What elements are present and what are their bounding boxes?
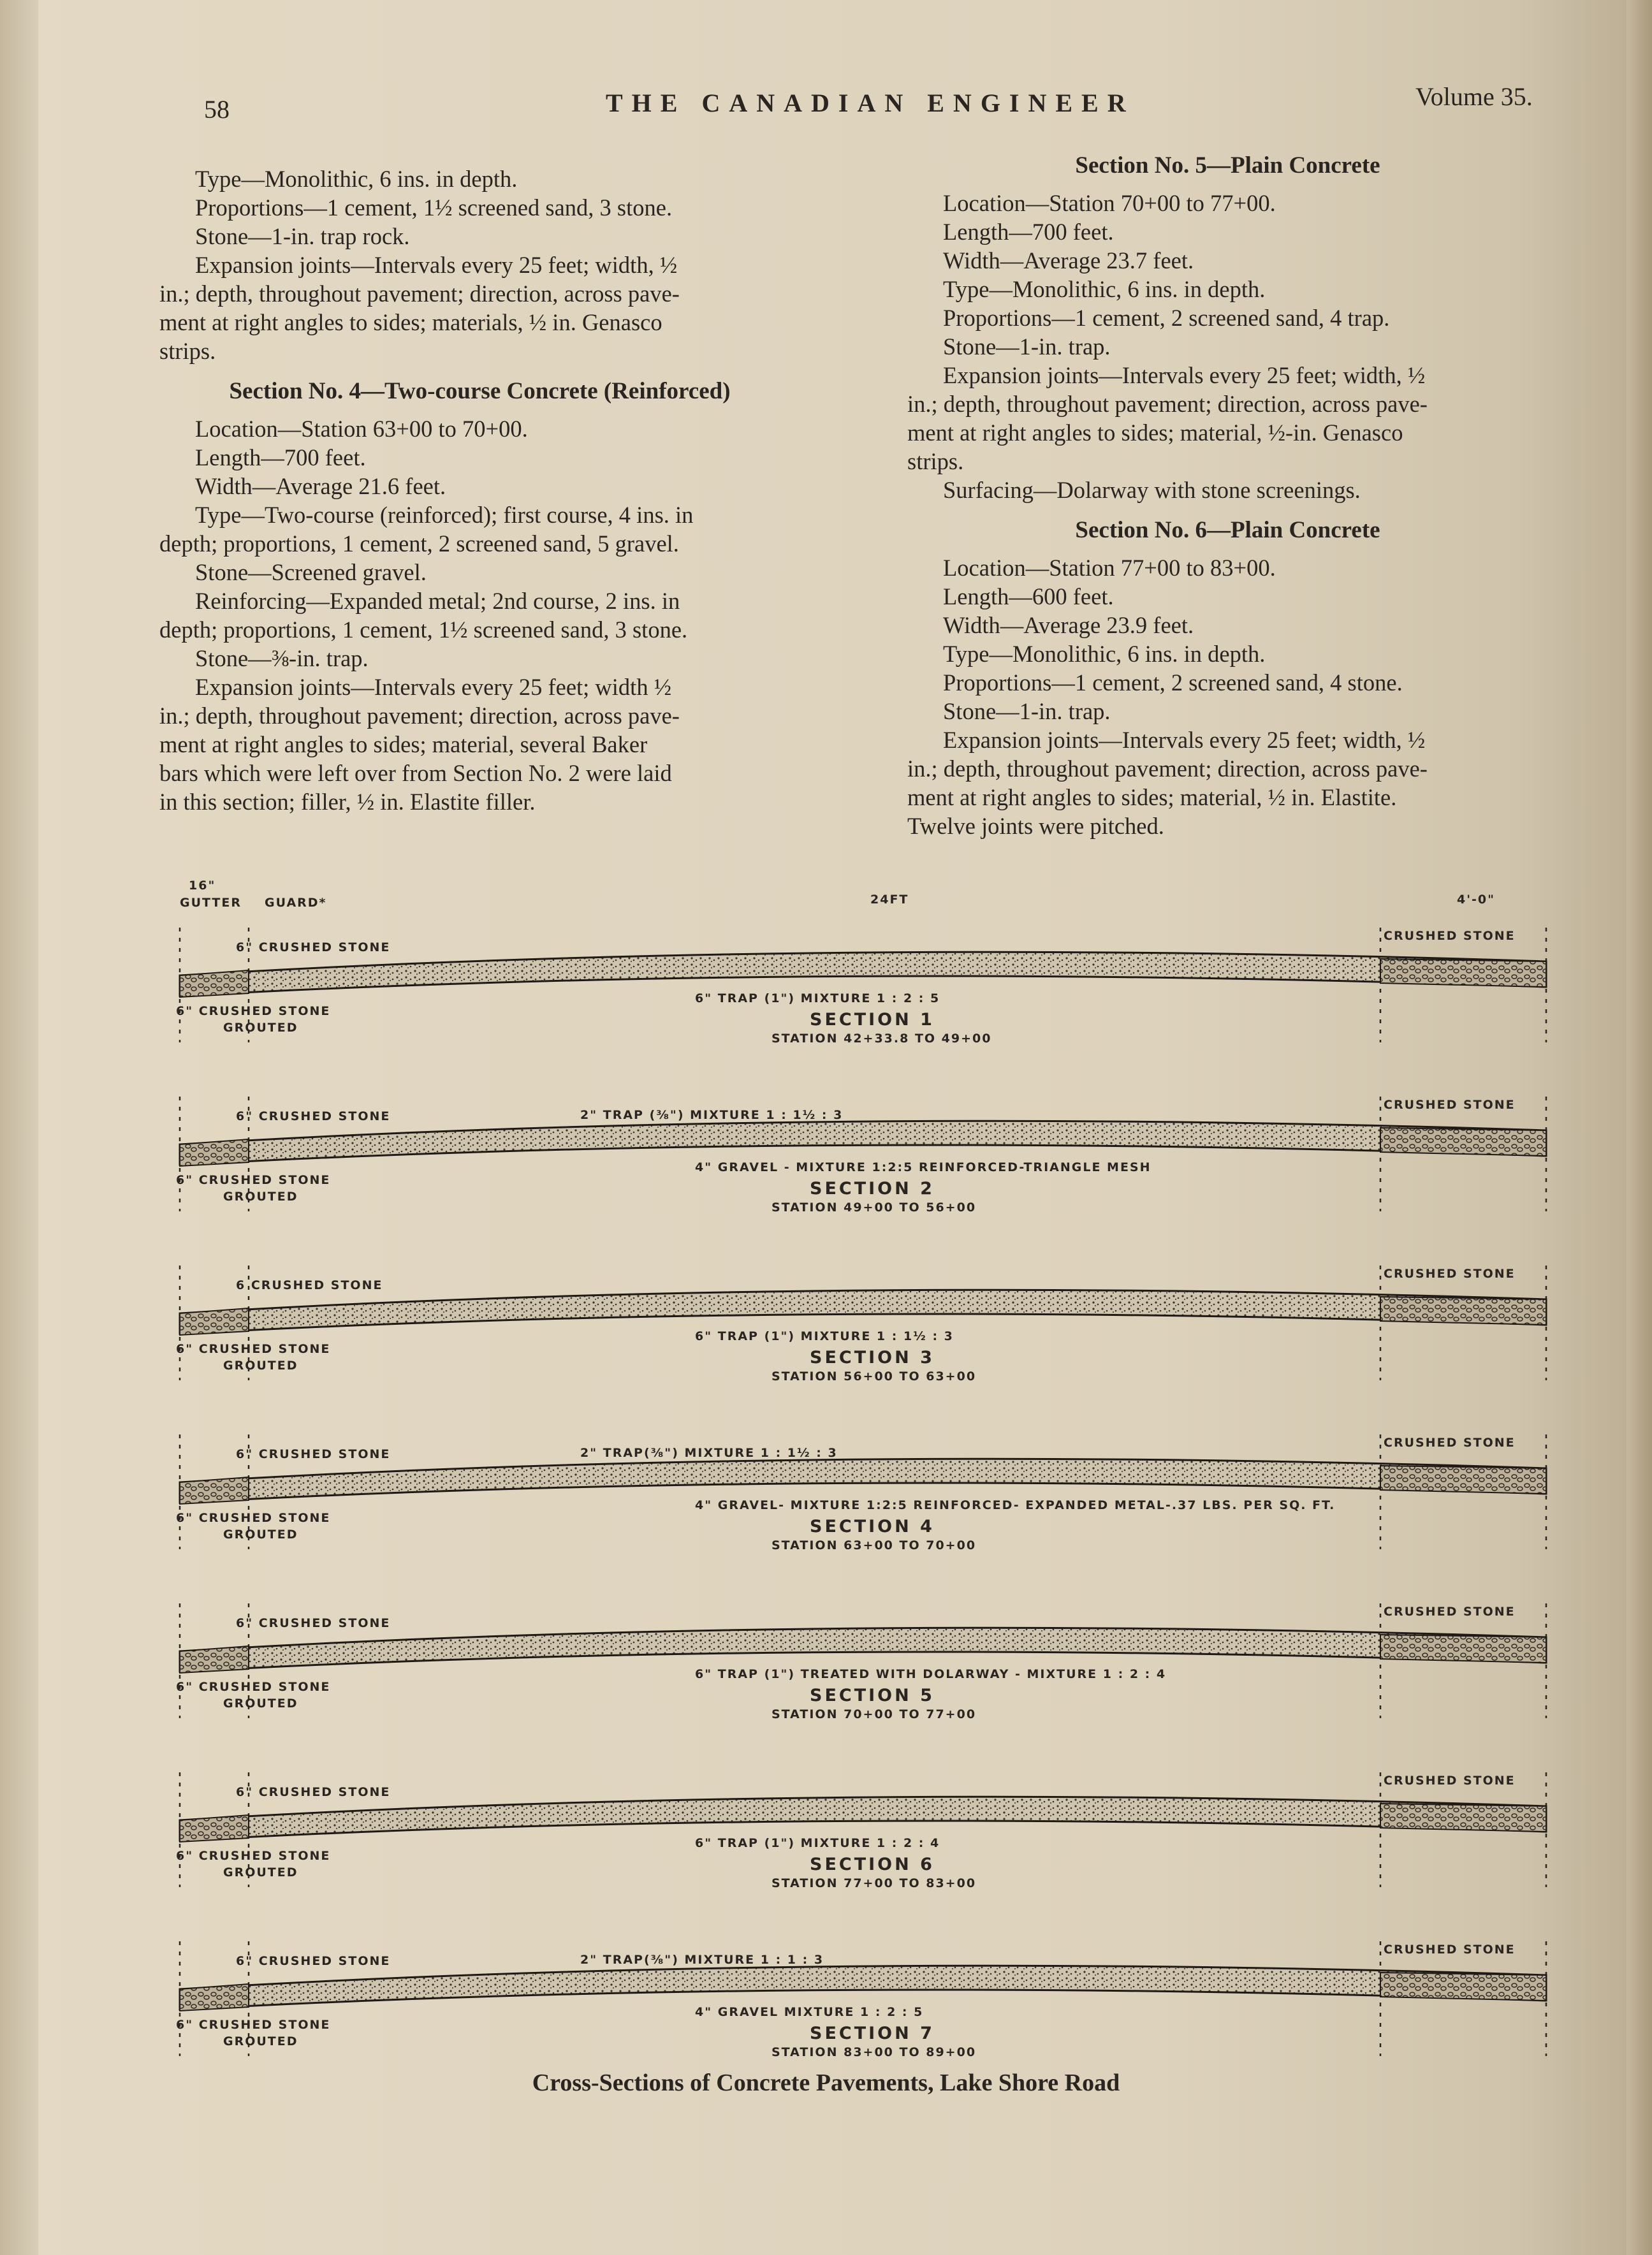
top-left-label: 6" CRUSHED STONE [236, 940, 391, 954]
text-line: Width—Average 23.9 feet. [943, 612, 1194, 638]
top-mid-label: 2" TRAP(⅜") MIXTURE 1 : 1 : 3 [580, 1953, 824, 1967]
bottom-left-grouted-label: GROUTED [223, 1865, 298, 1879]
bottom-left-grouted-label: GROUTED [223, 1021, 298, 1035]
station-label: STATION 42+33.8 TO 49+00 [771, 1032, 992, 1046]
cross-section-7 [176, 1941, 1546, 2059]
crushed-stone-right [1380, 1297, 1546, 1325]
mix-label: 4" GRAVEL- MIXTURE 1:2:5 REINFORCED- EXPANDED METAL-.37 LBS. PER SQ. FT. [695, 1498, 1336, 1512]
top-left-label: 6" CRUSHED STONE [236, 1616, 391, 1630]
page-shadow-left [0, 0, 38, 2255]
right-width-label: 4'-0" [1457, 893, 1496, 907]
crushed-stone-right [1380, 1804, 1546, 1832]
crushed-stone-left [180, 1308, 249, 1335]
cross-section-1 [176, 928, 1546, 1046]
top-dimension-labels [180, 879, 1495, 910]
text-line: Type—Monolithic, 6 ins. in depth. [943, 641, 1266, 667]
text-line: in this section; filler, ½ in. Elastite filler. [159, 789, 536, 815]
text-line: Proportions—1 cement, 2 screened sand, 4 trap. [943, 305, 1390, 331]
section-title: SECTION 1 [810, 1010, 935, 1030]
text-line: depth; proportions, 1 cement, 1½ screened sand, 3 stone. [159, 617, 688, 643]
concrete-slab [180, 1459, 1546, 1503]
concrete-slab [180, 1797, 1546, 1841]
text-line: Expansion joints—Intervals every 25 feet; width ½ [195, 674, 672, 700]
text-line: Expansion joints—Intervals every 25 feet; width, ½ [943, 727, 1426, 753]
journal-title: THE CANADIAN ENGINEER [606, 89, 1135, 117]
bottom-left-grouted-label: GROUTED [223, 1697, 298, 1711]
top-left-label: 6" CRUSHED STONE [236, 1954, 391, 1968]
text-line: in.; depth, throughout pavement; direction, across pave- [159, 703, 680, 729]
figure-caption: Cross-Sections of Concrete Pavements, Lake Shore Road [532, 2069, 1120, 2096]
mix-label: 6" TRAP (1") MIXTURE 1 : 2 : 5 [695, 991, 940, 1005]
crushed-stone-right [1380, 1635, 1546, 1663]
text-line: Width—Average 21.6 feet. [195, 473, 446, 499]
top-left-label: 6" CRUSHED STONE [236, 1109, 391, 1123]
station-label: STATION 56+00 TO 63+00 [771, 1369, 977, 1383]
text-line: strips. [907, 448, 964, 474]
volume-label: Volume 35. [1415, 82, 1533, 111]
text-line: Type—Two-course (reinforced); first course, 4 ins. in [195, 502, 694, 528]
crushed-stone-left [180, 1646, 249, 1673]
text-line: Twelve joints were pitched. [907, 813, 1164, 839]
text-line: Stone—1-in. trap. [943, 698, 1111, 724]
cross-section-3 [176, 1266, 1546, 1383]
text-line: Proportions—1 cement, 2 screened sand, 4 stone. [943, 669, 1403, 696]
text-line: in.; depth, throughout pavement; direction, across pave- [159, 281, 680, 307]
bottom-left-label: 6" CRUSHED STONE [176, 2018, 331, 2032]
station-label: STATION 70+00 TO 77+00 [771, 1707, 977, 1721]
section-title: SECTION 6 [810, 1855, 935, 1874]
crushed-stone-left [180, 970, 249, 997]
bottom-left-label: 6" CRUSHED STONE [176, 1511, 331, 1525]
bottom-left-label: 6" CRUSHED STONE [176, 1004, 331, 1018]
top-right-label: CRUSHED STONE [1384, 1267, 1516, 1281]
top-right-label: CRUSHED STONE [1384, 1774, 1516, 1788]
text-line: Reinforcing—Expanded metal; 2nd course, 2 ins. in [195, 588, 680, 614]
mix-label: 6" TRAP (1") TREATED WITH DOLARWAY - MIXTURE 1 : 2 : 4 [695, 1667, 1167, 1681]
bottom-left-grouted-label: GROUTED [223, 2034, 298, 2048]
section-title: SECTION 7 [810, 2024, 935, 2043]
crushed-stone-right [1380, 1973, 1546, 2001]
concrete-slab [180, 1290, 1546, 1334]
section-title: SECTION 3 [810, 1348, 935, 1368]
text-line: Stone—Screened gravel. [195, 559, 427, 585]
section4-heading: Section No. 4—Two-course Concrete (Reinforced) [229, 378, 731, 404]
cross-sections-figure [172, 867, 1594, 2072]
top-right-label: CRUSHED STONE [1384, 929, 1516, 943]
concrete-slab [180, 1966, 1546, 2010]
top-mid-label: 2" TRAP (⅜") MIXTURE 1 : 1½ : 3 [580, 1108, 844, 1122]
width-label: 24FT [870, 893, 909, 907]
cross-section-2 [176, 1097, 1546, 1215]
left-column [159, 164, 800, 816]
page-edge-right [1626, 0, 1652, 2255]
text-line: strips. [159, 338, 216, 364]
bottom-left-grouted-label: GROUTED [223, 1359, 298, 1373]
top-right-label: CRUSHED STONE [1384, 1436, 1516, 1450]
crushed-stone-left [180, 1477, 249, 1504]
text-line: bars which were left over from Section No. 2 were laid [159, 760, 672, 786]
cross-section-6 [176, 1772, 1546, 1890]
text-line: Location—Station 63+00 to 70+00. [195, 416, 528, 442]
text-line: Expansion joints—Intervals every 25 feet; width, ½ [943, 362, 1426, 388]
bottom-left-label: 6" CRUSHED STONE [176, 1849, 331, 1863]
text-line: in.; depth, throughout pavement; direction, across pave- [907, 755, 1428, 782]
bottom-left-label: 6" CRUSHED STONE [176, 1173, 331, 1187]
text-line: ment at right angles to sides; material, several Baker [159, 731, 648, 757]
station-label: STATION 49+00 TO 56+00 [771, 1200, 977, 1215]
top-mid-label: 2" TRAP(⅜") MIXTURE 1 : 1½ : 3 [580, 1446, 838, 1460]
text-line: Length—700 feet. [195, 444, 366, 471]
section5-heading: Section No. 5—Plain Concrete [1075, 152, 1380, 179]
crushed-stone-right [1380, 1128, 1546, 1156]
mix-label: 6" TRAP (1") MIXTURE 1 : 1½ : 3 [695, 1329, 954, 1343]
text-line: Location—Station 70+00 to 77+00. [943, 190, 1276, 216]
top-right-label: CRUSHED STONE [1384, 1098, 1516, 1112]
text-line: Proportions—1 cement, 1½ screened sand, 3 stone. [195, 194, 673, 221]
text-line: Surfacing—Dolarway with stone screenings. [943, 477, 1361, 503]
right-column [907, 151, 1548, 840]
gutter-label: GUTTER [180, 896, 242, 910]
page-number: 58 [204, 95, 230, 124]
bottom-left-grouted-label: GROUTED [223, 1528, 298, 1542]
text-line: Width—Average 23.7 feet. [943, 247, 1194, 274]
mix-label: 4" GRAVEL MIXTURE 1 : 2 : 5 [695, 2005, 924, 2019]
text-line: Type—Monolithic, 6 ins. in depth. [943, 276, 1266, 302]
text-line: Expansion joints—Intervals every 25 feet; width, ½ [195, 252, 678, 278]
crushed-stone-right [1380, 1466, 1546, 1494]
running-header [191, 82, 1568, 124]
concrete-slab [180, 952, 1546, 996]
concrete-slab [180, 1628, 1546, 1672]
mix-label: 6" TRAP (1") MIXTURE 1 : 2 : 4 [695, 1836, 940, 1850]
sections-group [176, 928, 1546, 2059]
cross-section-5 [176, 1603, 1546, 1721]
bottom-left-label: 6" CRUSHED STONE [176, 1342, 331, 1356]
concrete-slab [180, 1121, 1546, 1165]
section-title: SECTION 4 [810, 1517, 935, 1536]
text-line: depth; proportions, 1 cement, 2 screened sand, 5 gravel. [159, 530, 679, 557]
crushed-stone-right [1380, 959, 1546, 987]
mix-label: 4" GRAVEL - MIXTURE 1:2:5 REINFORCED-TRIANGLE MESH [695, 1160, 1151, 1174]
gutter-width-label: 16" [189, 879, 216, 893]
text-line: Stone—1-in. trap rock. [195, 223, 410, 249]
crushed-stone-left [180, 1984, 249, 2011]
crushed-stone-left [180, 1815, 249, 1842]
text-line: ment at right angles to sides; material, ½ in. Elastite. [907, 784, 1397, 810]
top-right-label: CRUSHED STONE [1384, 1605, 1516, 1619]
text-line: Stone—⅜-in. trap. [195, 645, 369, 671]
text-line: Length—700 feet. [943, 219, 1114, 245]
station-label: STATION 77+00 TO 83+00 [771, 1876, 977, 1890]
text-line: Type—Monolithic, 6 ins. in depth. [195, 166, 518, 192]
top-left-label: 6" CRUSHED STONE [236, 1785, 391, 1799]
bottom-left-grouted-label: GROUTED [223, 1190, 298, 1204]
top-left-label: 6" CRUSHED STONE [236, 1447, 391, 1461]
text-line: Stone—1-in. trap. [943, 333, 1111, 360]
section6-heading: Section No. 6—Plain Concrete [1075, 517, 1380, 543]
text-line: ment at right angles to sides; materials, ½ in. Genasco [159, 309, 662, 335]
top-right-label: CRUSHED STONE [1384, 1943, 1516, 1957]
text-line: ment at right angles to sides; material, ½-in. Genasco [907, 420, 1403, 446]
top-left-label: 6 CRUSHED STONE [236, 1278, 383, 1292]
bottom-left-label: 6" CRUSHED STONE [176, 1680, 331, 1694]
text-line: Length—600 feet. [943, 583, 1114, 609]
section-title: SECTION 2 [810, 1179, 935, 1199]
text-line: Location—Station 77+00 to 83+00. [943, 555, 1276, 581]
text-line: in.; depth, throughout pavement; direction, across pave- [907, 391, 1428, 417]
cross-section-4 [176, 1434, 1546, 1552]
guard-label: GUARD* [265, 896, 327, 910]
section-title: SECTION 5 [810, 1686, 935, 1705]
crushed-stone-left [180, 1139, 249, 1166]
station-label: STATION 63+00 TO 70+00 [771, 1538, 977, 1552]
station-label: STATION 83+00 TO 89+00 [771, 2045, 977, 2059]
